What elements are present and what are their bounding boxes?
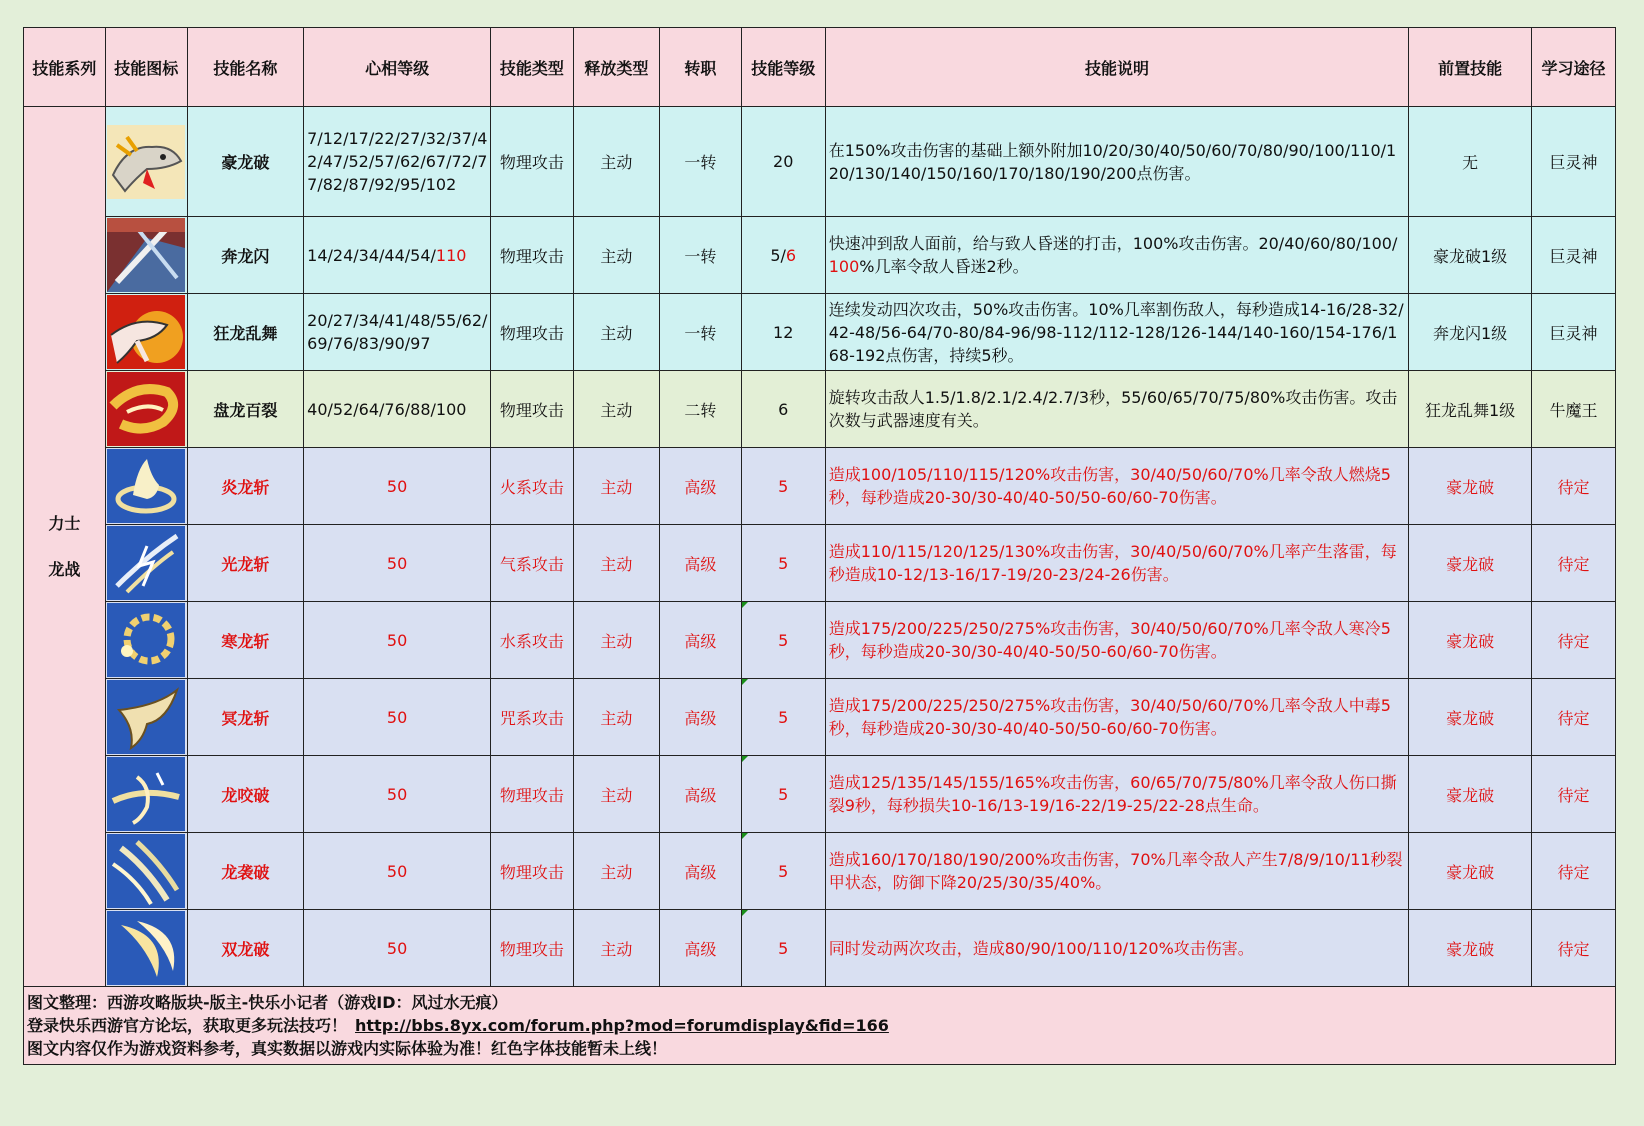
header-source: 学习途径 — [1531, 28, 1615, 107]
skill-type: 物理攻击 — [490, 217, 573, 294]
skill-name: 豪龙破 — [187, 107, 303, 217]
table-row — [24, 525, 1616, 602]
table-row — [24, 448, 1616, 525]
release-type: 主动 — [573, 525, 659, 602]
header-skill-level: 技能等级 — [741, 28, 825, 107]
job-tier: 高级 — [659, 756, 741, 833]
header-mind-level: 心相等级 — [304, 28, 491, 107]
skill-level-value: 20 — [773, 152, 794, 171]
skill-description — [825, 448, 1408, 525]
triple-claw-icon — [107, 834, 185, 908]
mind-level-value: 50 — [386, 938, 408, 958]
frost-ring-icon — [107, 603, 185, 677]
prereq-skill: 豪龙破 — [1409, 833, 1532, 910]
learn-source: 待定 — [1531, 525, 1615, 602]
icon-cell — [105, 525, 187, 602]
desc-text: 旋转攻击敌人1.5/1.8/2.1/2.4/2.7/3秒，55/60/65/70/75/80%攻击伤害。攻击次数与武器速度有关。 — [828, 388, 1398, 430]
skill-name: 光龙斩 — [187, 525, 303, 602]
icon-cell — [105, 448, 187, 525]
desc-text: 造成110/115/120/125/130%攻击伤害，30/40/50/60/70%几率产生落雷，每秒造成10-12/13-16/17-19/20-23/24-26伤害。 — [828, 542, 1397, 584]
desc-text-tail: %几率令敌人昏迷2秒。 — [859, 257, 1029, 276]
mind-level-value: 50 — [386, 553, 408, 573]
skill-level — [741, 294, 825, 371]
skill-name: 龙袭破 — [187, 833, 303, 910]
release-type: 主动 — [573, 602, 659, 679]
mind-level — [304, 833, 491, 910]
skill-name: 盘龙百裂 — [187, 371, 303, 448]
release-type: 主动 — [573, 294, 659, 371]
series-branch: 龙战 — [48, 559, 81, 579]
header-description: 技能说明 — [825, 28, 1408, 107]
learn-source: 待定 — [1531, 756, 1615, 833]
mind-level-value: 50 — [386, 784, 408, 804]
skill-level — [741, 679, 825, 756]
skill-type: 水系攻击 — [490, 602, 573, 679]
skill-type: 物理攻击 — [490, 107, 573, 217]
prereq-skill: 无 — [1409, 107, 1532, 217]
icon-cell — [105, 833, 187, 910]
job-tier: 一转 — [659, 294, 741, 371]
skill-description — [825, 602, 1408, 679]
skill-type: 物理攻击 — [490, 833, 573, 910]
desc-highlight: 100 — [828, 257, 860, 276]
skill-level — [741, 448, 825, 525]
mind-level-value: 50 — [386, 861, 408, 881]
mind-level — [304, 756, 491, 833]
skill-type: 物理攻击 — [490, 910, 573, 987]
skill-name: 冥龙斩 — [187, 679, 303, 756]
footer-forum-text: 登录快乐西游官方论坛，获取更多玩法技巧！ — [27, 1016, 348, 1035]
mind-level-value: 50 — [386, 476, 408, 496]
header-name: 技能名称 — [187, 28, 303, 107]
table-row — [24, 833, 1616, 910]
skill-description — [825, 833, 1408, 910]
skill-description — [825, 525, 1408, 602]
lightning-slash-icon — [107, 526, 185, 600]
prereq-skill: 豪龙破 — [1409, 525, 1532, 602]
desc-text: 在150%攻击伤害的基础上额外附加10/20/30/40/50/60/70/80/90/100/110/120/130/140/150/160/170/180/190/200点伤害。 — [828, 140, 1397, 183]
release-type: 主动 — [573, 679, 659, 756]
job-tier: 高级 — [659, 525, 741, 602]
release-type: 主动 — [573, 910, 659, 987]
skill-level — [741, 602, 825, 679]
mind-level — [304, 371, 491, 448]
mind-level-value: 50 — [386, 630, 408, 650]
icon-cell — [105, 910, 187, 987]
learn-source: 待定 — [1531, 679, 1615, 756]
table-row — [24, 910, 1616, 987]
job-tier: 高级 — [659, 833, 741, 910]
mind-level-value: 14/24/34/44/54/ — [307, 245, 436, 265]
skill-description — [825, 756, 1408, 833]
skill-level-value: 5 — [778, 784, 789, 804]
prereq-skill: 奔龙闪1级 — [1409, 294, 1532, 371]
icon-cell — [105, 217, 187, 294]
skill-type: 咒系攻击 — [490, 679, 573, 756]
footer-forum-line — [27, 1014, 1612, 1037]
prereq-skill: 豪龙破 — [1409, 602, 1532, 679]
red-dragon-icon — [107, 295, 185, 369]
header-prereq: 前置技能 — [1409, 28, 1532, 107]
desc-text: 造成175/200/225/250/275%攻击伤害，30/40/50/60/70%几率令敌人寒冷5秒，每秒造成20-30/30-40/40-50/50-60/60-70伤害。 — [828, 619, 1391, 661]
table-row — [24, 602, 1616, 679]
footer-row — [24, 987, 1616, 1065]
header-icon: 技能图标 — [105, 28, 187, 107]
desc-text: 造成125/135/145/155/165%攻击伤害，60/65/70/75/80%几率令敌人伤口撕裂9秒，每秒损失10-16/13-19/16-22/19-25/22-28点生命。 — [828, 773, 1397, 815]
table-row — [24, 294, 1616, 371]
skill-level-value: 5 — [778, 630, 789, 650]
learn-source: 待定 — [1531, 833, 1615, 910]
footer-notes — [24, 987, 1616, 1065]
desc-text: 造成160/170/180/190/200%攻击伤害，70%几率令敌人产生7/8/9/10/11秒裂甲状态，防御下降20/25/30/35/40%。 — [828, 850, 1403, 892]
skill-type: 火系攻击 — [490, 448, 573, 525]
desc-text: 快速冲到敌人面前，给与致人昏迷的打击，100%攻击伤害。20/40/60/80/100/ — [828, 234, 1398, 253]
skill-level — [741, 756, 825, 833]
series-class: 力士 — [48, 513, 81, 533]
prereq-skill: 豪龙破1级 — [1409, 217, 1532, 294]
golden-dragon-icon — [107, 125, 185, 199]
header-skill-type: 技能类型 — [490, 28, 573, 107]
learn-source: 巨灵神 — [1531, 107, 1615, 217]
skill-level-value: 5 — [778, 707, 789, 727]
table-row — [24, 679, 1616, 756]
icon-cell — [105, 679, 187, 756]
skill-name: 龙咬破 — [187, 756, 303, 833]
release-type: 主动 — [573, 756, 659, 833]
skill-description — [825, 107, 1408, 217]
mind-level — [304, 910, 491, 987]
learn-source: 巨灵神 — [1531, 294, 1615, 371]
mind-level — [304, 294, 491, 371]
footer-disclaimer: 图文内容仅作为游戏资料参考，真实数据以游戏内实际体验为准！红色字体技能暂未上线！ — [27, 1039, 668, 1058]
mind-level — [304, 107, 491, 217]
prereq-skill: 豪龙破 — [1409, 679, 1532, 756]
skill-description — [825, 294, 1408, 371]
prereq-skill: 豪龙破 — [1409, 756, 1532, 833]
table-row — [24, 371, 1616, 448]
release-type: 主动 — [573, 217, 659, 294]
table-row — [24, 217, 1616, 294]
skill-description — [825, 679, 1408, 756]
learn-source: 待定 — [1531, 448, 1615, 525]
icon-cell — [105, 371, 187, 448]
skill-name: 狂龙乱舞 — [187, 294, 303, 371]
skill-description — [825, 910, 1408, 987]
mind-level — [304, 679, 491, 756]
header-series: 技能系列 — [24, 28, 106, 107]
skill-description — [825, 217, 1408, 294]
mind-level — [304, 602, 491, 679]
footer-credit: 图文整理：西游攻略版块-版主-快乐小记者（游戏ID：风过水无痕） — [27, 993, 508, 1012]
desc-text: 造成100/105/110/115/120%攻击伤害，30/40/50/60/70%几率令敌人燃烧5秒，每秒造成20-30/30-40/40-50/50-60/60-70伤害。 — [828, 465, 1391, 507]
dark-horn-icon — [107, 680, 185, 754]
skill-level — [741, 833, 825, 910]
header-release-type: 释放类型 — [573, 28, 659, 107]
skill-level-value: 5 — [778, 861, 789, 881]
mind-level-value: 40/52/64/76/88/100 — [307, 399, 467, 419]
skill-name: 炎龙斩 — [187, 448, 303, 525]
icon-cell — [105, 756, 187, 833]
skill-level-value: 12 — [773, 322, 794, 342]
skill-level-value: 6 — [778, 399, 789, 419]
mind-level-new: 110 — [435, 245, 467, 265]
skill-type: 物理攻击 — [490, 371, 573, 448]
release-type: 主动 — [573, 448, 659, 525]
skill-name: 奔龙闪 — [187, 217, 303, 294]
skill-level — [741, 371, 825, 448]
prereq-skill: 狂龙乱舞1级 — [1409, 371, 1532, 448]
coiled-dragon-icon — [107, 372, 185, 446]
skill-level-new: 6 — [785, 245, 797, 265]
twin-crescent-icon — [107, 911, 185, 985]
job-tier: 高级 — [659, 602, 741, 679]
skill-level-value: 5 — [778, 938, 789, 958]
skill-level — [741, 107, 825, 217]
skill-level — [741, 525, 825, 602]
mind-level-value: 50 — [386, 707, 408, 727]
header-job: 转职 — [659, 28, 741, 107]
desc-text: 造成175/200/225/250/275%攻击伤害，30/40/50/60/70%几率令敌人中毒5秒，每秒造成20-30/30-40/40-50/50-60/60-70伤害。 — [828, 696, 1391, 738]
mind-level-value: 20/27/34/41/48/55/62/69/76/83/90/97 — [307, 311, 488, 353]
forum-link[interactable]: http://bbs.8yx.com/forum.php?mod=forumdisplay&fid=166 — [355, 1016, 889, 1035]
release-type: 主动 — [573, 107, 659, 217]
icon-cell — [105, 602, 187, 679]
skill-name: 双龙破 — [187, 910, 303, 987]
skill-table — [23, 27, 1616, 1065]
skill-type: 气系攻击 — [490, 525, 573, 602]
skill-type: 物理攻击 — [490, 756, 573, 833]
icon-cell — [105, 107, 187, 217]
mind-level — [304, 525, 491, 602]
learn-source: 待定 — [1531, 910, 1615, 987]
release-type: 主动 — [573, 371, 659, 448]
dragon-bite-icon — [107, 757, 185, 831]
skill-type: 物理攻击 — [490, 294, 573, 371]
learn-source: 待定 — [1531, 602, 1615, 679]
icon-cell — [105, 294, 187, 371]
release-type: 主动 — [573, 833, 659, 910]
job-tier: 高级 — [659, 679, 741, 756]
skill-level — [741, 217, 825, 294]
desc-text: 连续发动四次攻击，50%攻击伤害。10%几率割伤敌人，每秒造成14-16/28-32/42-48/56-64/70-80/84-96/98-112/112-128/126-144/140-160/154-176/168-192点伤害，持续5秒。 — [828, 299, 1404, 365]
dash-strike-icon — [107, 218, 185, 292]
learn-source: 巨灵神 — [1531, 217, 1615, 294]
job-tier: 一转 — [659, 217, 741, 294]
skill-level-value: 5/ — [770, 245, 786, 265]
learn-source: 牛魔王 — [1531, 371, 1615, 448]
skill-level — [741, 910, 825, 987]
skill-level-value: 5 — [778, 476, 789, 496]
desc-text: 同时发动两次攻击，造成80/90/100/110/120%攻击伤害。 — [828, 938, 1254, 958]
series-cell — [24, 107, 106, 987]
mind-level — [304, 217, 491, 294]
prereq-skill: 豪龙破 — [1409, 910, 1532, 987]
job-tier: 高级 — [659, 910, 741, 987]
table-row — [24, 756, 1616, 833]
job-tier: 一转 — [659, 107, 741, 217]
table-row — [24, 107, 1616, 217]
skill-name: 寒龙斩 — [187, 602, 303, 679]
skill-description — [825, 371, 1408, 448]
mind-level-value: 7/12/17/22/27/32/37/42/47/52/57/62/67/72/77/82/87/92/95/102 — [307, 129, 488, 194]
prereq-skill: 豪龙破 — [1409, 448, 1532, 525]
mind-level — [304, 448, 491, 525]
flame-slash-icon — [107, 449, 185, 523]
header-row — [24, 28, 1616, 107]
job-tier: 二转 — [659, 371, 741, 448]
job-tier: 高级 — [659, 448, 741, 525]
skill-level-value: 5 — [778, 553, 789, 573]
